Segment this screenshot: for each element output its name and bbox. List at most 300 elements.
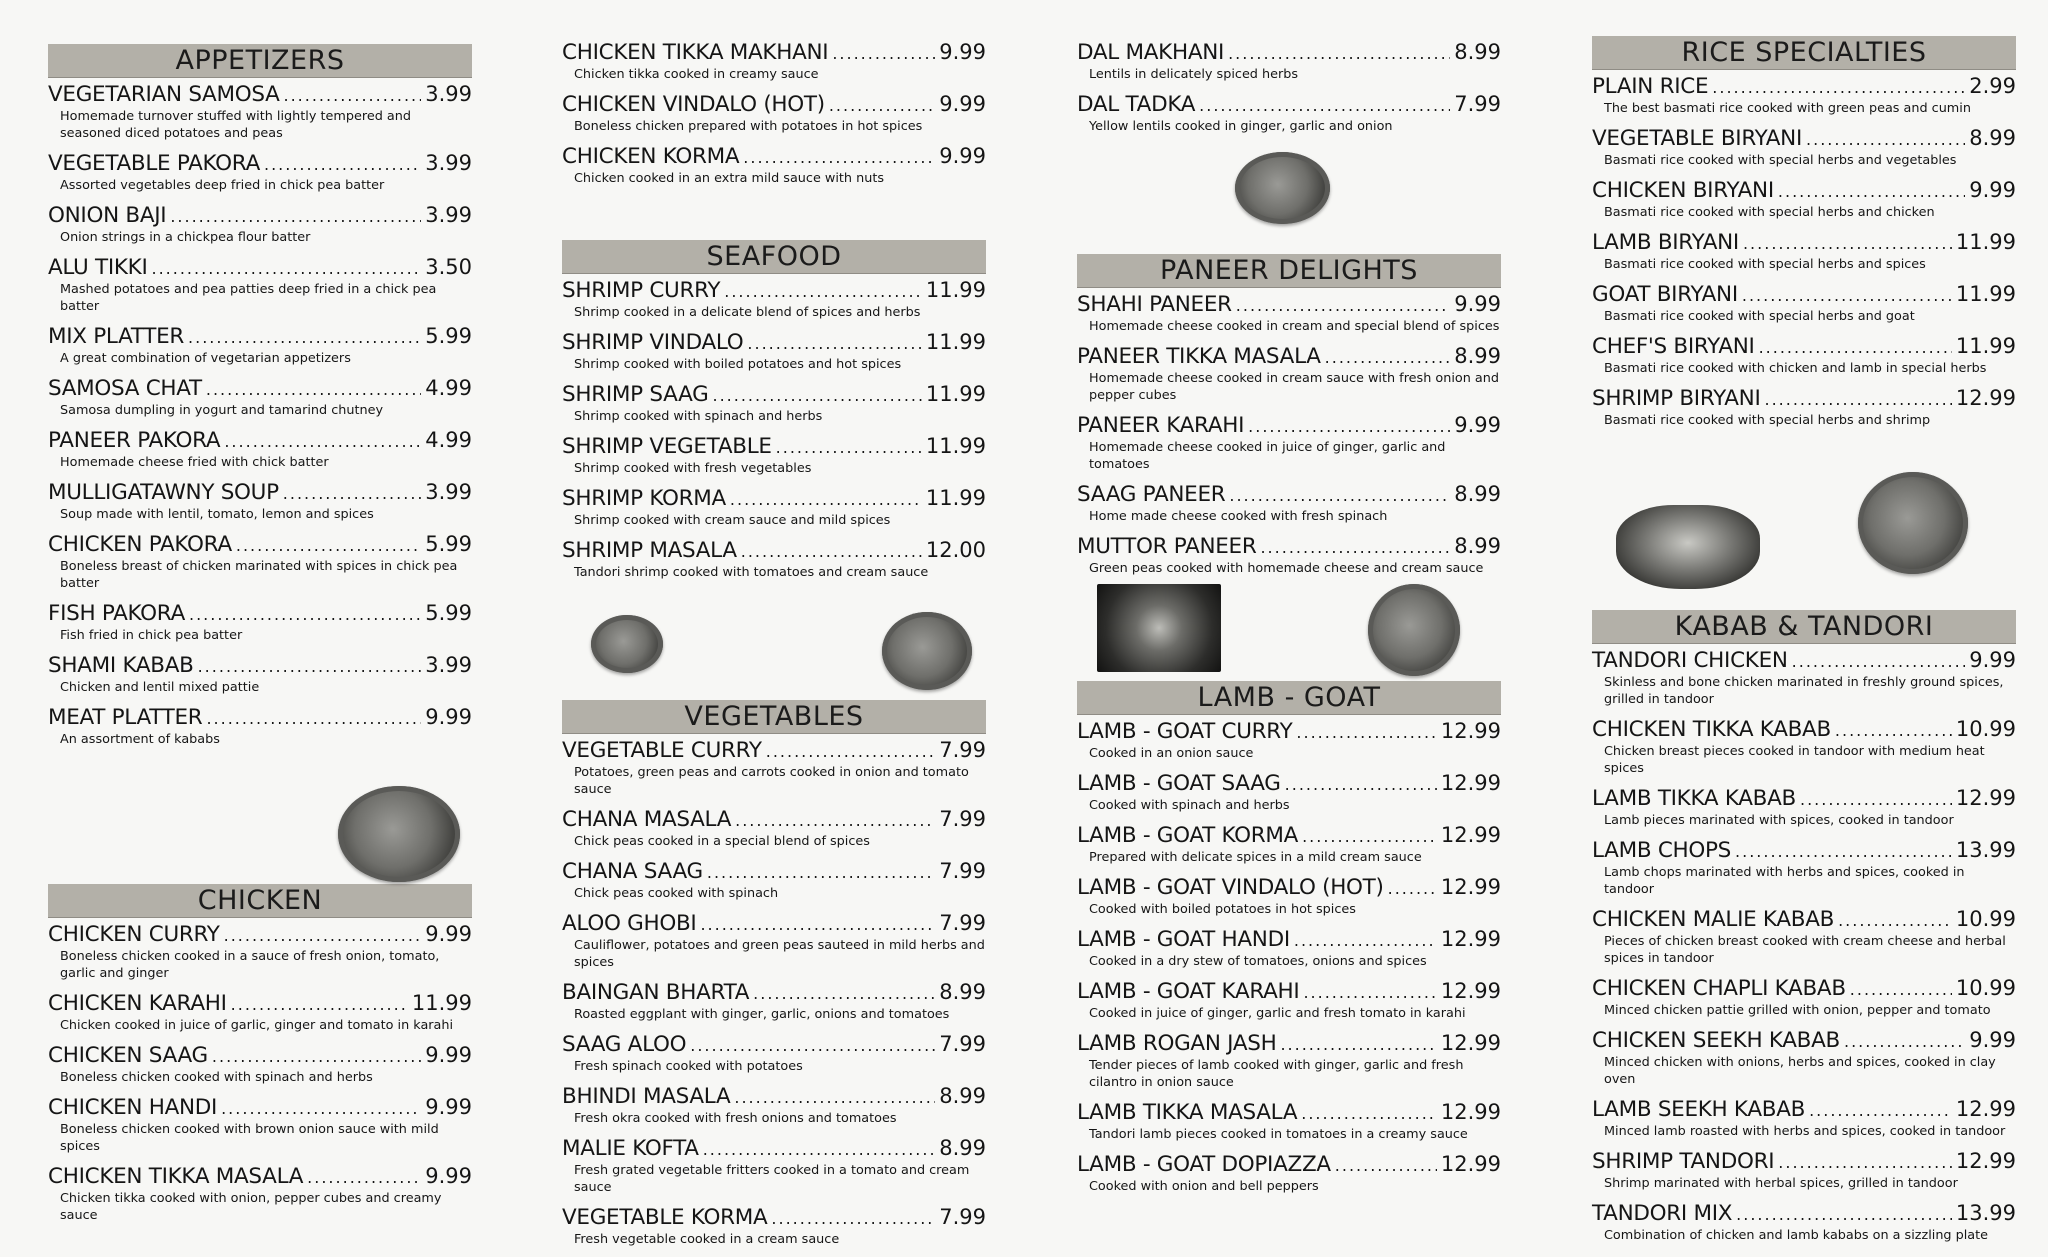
menu-section-vegetables	[562, 700, 986, 1257]
menu-item-price: 11.99	[925, 434, 986, 458]
menu-item-name: SHRIMP CURRY	[562, 278, 721, 303]
dot-leader	[1735, 842, 1952, 861]
menu-item-name: CHICKEN BIRYANI	[1592, 178, 1774, 203]
menu-item	[562, 382, 986, 425]
menu-item-name: CHICKEN TIKKA KABAB	[1592, 717, 1831, 742]
menu-item-name: MALIE KOFTA	[562, 1136, 699, 1161]
menu-item-price: 12.99	[1440, 1152, 1501, 1176]
menu-section-appetizers	[48, 44, 472, 757]
menu-item-name: BHINDI MASALA	[562, 1084, 731, 1109]
dot-leader	[221, 1099, 421, 1118]
dot-leader	[224, 926, 422, 945]
menu-item-row	[1592, 717, 2016, 742]
menu-item-description: The best basmati rice cooked with green peas and cumin	[1604, 101, 1971, 116]
menu-item	[1592, 1028, 2016, 1088]
menu-item-price: 9.99	[425, 705, 472, 729]
dot-leader	[1236, 296, 1450, 315]
menu-item-list	[562, 274, 986, 581]
menu-item-price: 12.99	[1955, 1097, 2016, 1121]
dot-leader	[1335, 1156, 1437, 1175]
menu-item	[48, 480, 472, 523]
menu-item-row	[48, 203, 472, 228]
menu-item-name: CHEF'S BIRYANI	[1592, 334, 1755, 359]
menu-item-name: LAMB - GOAT CURRY	[1077, 719, 1293, 744]
menu-item-row	[1592, 230, 2016, 255]
menu-item-row	[562, 1205, 986, 1230]
menu-item-row	[48, 151, 472, 176]
menu-item-name: MIX PLATTER	[48, 324, 185, 349]
menu-item-name: FISH PAKORA	[48, 601, 185, 626]
menu-item	[48, 151, 472, 194]
menu-item-name: CHICKEN HANDI	[48, 1095, 218, 1120]
menu-item-price: 12.99	[1955, 386, 2016, 410]
dot-leader	[198, 657, 422, 676]
dot-leader	[152, 259, 422, 278]
menu-item-name: LAMB - GOAT KORMA	[1077, 823, 1299, 848]
menu-item-price: 9.99	[425, 922, 472, 946]
menu-item-price: 11.99	[925, 278, 986, 302]
menu-item-description: Shrimp cooked in a delicate blend of spices and herbs	[574, 305, 921, 320]
menu-item-price: 10.99	[1955, 717, 2016, 741]
menu-item	[1592, 717, 2016, 777]
menu-item-row	[562, 859, 986, 884]
menu-item-description: An assortment of kababs	[60, 732, 220, 747]
menu-item-price: 9.99	[1969, 1028, 2016, 1052]
dot-leader	[713, 386, 922, 405]
menu-item-name: TANDORI MIX	[1592, 1201, 1733, 1226]
menu-item-name: SHRIMP BIRYANI	[1592, 386, 1761, 411]
menu-section-continued-2	[1077, 36, 1501, 144]
menu-item-description: Chicken tikka cooked in creamy sauce	[574, 67, 819, 82]
menu-item-row	[1077, 1152, 1501, 1177]
menu-item-price: 7.99	[939, 738, 986, 762]
menu-item-description: Yellow lentils cooked in ginger, garlic and onion	[1089, 119, 1393, 134]
menu-item-price: 9.99	[425, 1043, 472, 1067]
menu-item-name: VEGETABLE BIRYANI	[1592, 126, 1803, 151]
menu-item-price: 7.99	[1454, 92, 1501, 116]
menu-item-name: CHICKEN CHAPLI KABAB	[1592, 976, 1846, 1001]
menu-item	[48, 532, 472, 592]
menu-item-price: 13.99	[1955, 1201, 2016, 1225]
dot-leader	[1325, 348, 1451, 367]
menu-item-description: Fresh spinach cooked with potatoes	[574, 1059, 803, 1074]
menu-item-name: MEAT PLATTER	[48, 705, 203, 730]
menu-item-price: 11.99	[1955, 230, 2016, 254]
dot-leader	[1229, 486, 1450, 505]
dot-leader	[1228, 44, 1450, 63]
menu-item-row	[1592, 74, 2016, 99]
menu-item	[562, 434, 986, 477]
menu-item-name: VEGETABLE CURRY	[562, 738, 762, 763]
menu-item-description: Cooked with onion and bell peppers	[1089, 1179, 1319, 1194]
menu-item	[48, 1095, 472, 1155]
dot-leader	[1743, 234, 1952, 253]
menu-item-name: SHRIMP VEGETABLE	[562, 434, 772, 459]
menu-item	[48, 428, 472, 471]
menu-item-list	[48, 78, 472, 748]
menu-item-price: 12.99	[1440, 927, 1501, 951]
section-header: SEAFOOD	[562, 240, 986, 274]
dot-leader	[1280, 1035, 1436, 1054]
menu-item-row	[1592, 386, 2016, 411]
dot-leader	[1742, 286, 1952, 305]
dot-leader	[700, 915, 935, 934]
dot-leader	[735, 811, 935, 830]
menu-item-name: LAMB - GOAT KARAHI	[1077, 979, 1300, 1004]
menu-item-description: Chicken cooked in juice of garlic, ginger and tomato in karahi	[60, 1018, 454, 1033]
menu-item	[562, 859, 986, 902]
menu-item-description: Homemade cheese cooked in cream sauce with fresh onion and pepper cubes	[1089, 371, 1499, 403]
menu-item-price: 12.99	[1955, 786, 2016, 810]
menu-item-row	[1077, 1031, 1501, 1056]
menu-item-row	[562, 144, 986, 169]
menu-section-continued-1	[562, 36, 986, 196]
menu-item	[1077, 92, 1501, 135]
menu-item-description: A great combination of vegetarian appetizers	[60, 351, 351, 366]
dot-leader	[741, 542, 922, 561]
menu-item-list	[1077, 288, 1501, 577]
menu-item-description: Chick peas cooked with spinach	[574, 886, 779, 901]
menu-item-name: LAMB - GOAT HANDI	[1077, 927, 1290, 952]
menu-item-name: TANDORI CHICKEN	[1592, 648, 1788, 673]
menu-item	[1077, 482, 1501, 525]
menu-item-description: Shrimp cooked with cream sauce and mild spices	[574, 513, 891, 528]
menu-item-row	[1077, 344, 1501, 369]
menu-item-name: PANEER PAKORA	[48, 428, 221, 453]
menu-item-row	[1592, 126, 2016, 151]
menu-item-row	[1592, 1201, 2016, 1226]
menu-item-list	[48, 918, 472, 1224]
menu-section-seafood	[562, 240, 986, 590]
menu-item-price: 9.99	[1969, 178, 2016, 202]
menu-item-row	[562, 980, 986, 1005]
menu-item-description: Chicken and lentil mixed pattie	[60, 680, 260, 695]
menu-item-price: 12.99	[1440, 979, 1501, 1003]
dot-leader	[690, 1036, 935, 1055]
dot-leader	[1712, 78, 1965, 97]
food-photo-curry-bowl	[338, 786, 460, 882]
menu-item-price: 9.99	[1969, 648, 2016, 672]
food-photo-saag-bowl	[1368, 584, 1460, 676]
menu-item-price: 11.99	[925, 382, 986, 406]
menu-item-row	[1592, 1028, 2016, 1053]
dot-leader	[703, 1140, 936, 1159]
menu-item	[1077, 927, 1501, 970]
menu-item-name: SHRIMP VINDALO	[562, 330, 744, 355]
dot-leader	[231, 995, 408, 1014]
menu-item-name: SAMOSA CHAT	[48, 376, 202, 401]
menu-item-row	[1077, 534, 1501, 559]
dot-leader	[743, 148, 935, 167]
menu-item-row	[562, 807, 986, 832]
menu-item-row	[48, 376, 472, 401]
menu-item-description: Boneless chicken cooked in a sauce of fresh onion, tomato, garlic and ginger	[60, 949, 440, 981]
menu-item-row	[48, 82, 472, 107]
menu-item-price: 12.00	[925, 538, 986, 562]
menu-item	[1592, 648, 2016, 708]
menu-item-description: Onion strings in a chickpea flour batter	[60, 230, 311, 245]
menu-item-price: 9.99	[1454, 413, 1501, 437]
menu-item	[48, 255, 472, 315]
menu-item	[1077, 1031, 1501, 1091]
menu-item-description: Boneless chicken cooked with brown onion sauce with mild spices	[60, 1122, 439, 1154]
menu-item-name: SHRIMP MASALA	[562, 538, 737, 563]
menu-item	[1077, 1100, 1501, 1143]
menu-item-name: SAAG PANEER	[1077, 482, 1226, 507]
menu-item-name: CHICKEN KARAHI	[48, 991, 227, 1016]
menu-item-name: CHICKEN MALIE KABAB	[1592, 907, 1835, 932]
menu-item	[48, 324, 472, 367]
menu-item-description: Boneless chicken prepared with potatoes in hot spices	[574, 119, 923, 134]
menu-item-row	[1592, 648, 2016, 673]
menu-item	[562, 330, 986, 373]
menu-item-row	[562, 1136, 986, 1161]
menu-item-row	[562, 92, 986, 117]
menu-item-name: DAL MAKHANI	[1077, 40, 1225, 65]
menu-item	[1592, 976, 2016, 1019]
food-photo-sizzling-platter	[1616, 505, 1760, 589]
menu-item-row	[1077, 719, 1501, 744]
dot-leader	[1199, 96, 1450, 115]
menu-item-name: MULLIGATAWNY SOUP	[48, 480, 279, 505]
menu-item-name: MUTTOR PANEER	[1077, 534, 1257, 559]
menu-item-row	[562, 40, 986, 65]
menu-item-row	[1077, 875, 1501, 900]
dot-leader	[283, 484, 421, 503]
menu-item-name: LAMB SEEKH KABAB	[1592, 1097, 1806, 1122]
dot-leader	[1778, 182, 1965, 201]
menu-item-name: LAMB TIKKA MASALA	[1077, 1100, 1298, 1125]
menu-item	[562, 911, 986, 971]
menu-item	[562, 144, 986, 187]
menu-item-row	[1077, 92, 1501, 117]
food-photo-paneer-plate	[1097, 584, 1221, 672]
menu-item-row	[1077, 482, 1501, 507]
menu-item	[562, 538, 986, 581]
menu-item-row	[1077, 771, 1501, 796]
menu-section-rice-specialties	[1592, 36, 2016, 438]
menu-item-description: Homemade cheese cooked in cream and special blend of spices	[1089, 319, 1500, 334]
food-photo-rice-bowl	[1858, 472, 1968, 574]
menu-item-row	[48, 428, 472, 453]
dot-leader	[734, 1088, 935, 1107]
menu-item	[1077, 823, 1501, 866]
menu-item-price: 3.50	[425, 255, 472, 279]
menu-item-price: 12.99	[1440, 1031, 1501, 1055]
menu-item-row	[48, 255, 472, 280]
menu-item-price: 10.99	[1955, 907, 2016, 931]
menu-item	[48, 82, 472, 142]
menu-item-description: Lentils in delicately spiced herbs	[1089, 67, 1299, 82]
menu-item-price: 13.99	[1955, 838, 2016, 862]
menu-item-price: 9.99	[425, 1095, 472, 1119]
menu-item-row	[562, 1032, 986, 1057]
menu-item-name: CHICKEN CURRY	[48, 922, 220, 947]
dot-leader	[1296, 723, 1436, 742]
dot-leader	[1765, 390, 1952, 409]
menu-item-name: CHANA SAAG	[562, 859, 703, 884]
menu-item-price: 8.99	[1454, 344, 1501, 368]
menu-item-price: 3.99	[425, 82, 472, 106]
dot-leader	[766, 742, 935, 761]
dot-leader	[170, 207, 421, 226]
menu-item	[1077, 979, 1501, 1022]
dot-leader	[1835, 721, 1952, 740]
menu-item-row	[48, 324, 472, 349]
menu-item-row	[1592, 976, 2016, 1001]
menu-item-name: CHANA MASALA	[562, 807, 732, 832]
menu-item-row	[1077, 1100, 1501, 1125]
menu-item-name: SHAHI PANEER	[1077, 292, 1232, 317]
menu-item	[562, 1032, 986, 1075]
menu-item-price: 3.99	[425, 480, 472, 504]
menu-item-row	[1077, 40, 1501, 65]
menu-item	[562, 738, 986, 798]
food-photo-bowl-right	[882, 612, 972, 690]
menu-item-row	[1592, 282, 2016, 307]
menu-item-price: 12.99	[1440, 771, 1501, 795]
menu-item-price: 2.99	[1969, 74, 2016, 98]
menu-item-price: 9.99	[425, 1164, 472, 1188]
menu-item-description: Basmati rice cooked with special herbs and shrimp	[1604, 413, 1931, 428]
menu-item-row	[1592, 334, 2016, 359]
dot-leader	[771, 1209, 935, 1228]
dot-leader	[1260, 538, 1450, 557]
menu-item	[48, 601, 472, 644]
menu-item-price: 3.99	[425, 151, 472, 175]
menu-item-row	[48, 1164, 472, 1189]
menu-item-list	[1077, 36, 1501, 135]
section-header: LAMB - GOAT	[1077, 681, 1501, 715]
menu-section-chicken	[48, 884, 472, 1233]
menu-item	[1592, 1149, 2016, 1192]
dot-leader	[753, 984, 935, 1003]
menu-item	[1592, 786, 2016, 829]
menu-item-description: Tandori shrimp cooked with tomatoes and cream sauce	[574, 565, 929, 580]
menu-item-name: VEGETARIAN SAMOSA	[48, 82, 280, 107]
menu-item	[1592, 126, 2016, 169]
menu-item-list	[562, 734, 986, 1248]
menu-item-row	[1592, 838, 2016, 863]
menu-item	[1077, 771, 1501, 814]
menu-item-description: Tandori lamb pieces cooked in tomatoes in a creamy sauce	[1089, 1127, 1468, 1142]
dot-leader	[224, 432, 421, 451]
menu-item	[1592, 1201, 2016, 1244]
menu-item-description: Chick peas cooked in a special blend of spices	[574, 834, 870, 849]
menu-item-row	[562, 382, 986, 407]
menu-item	[1077, 875, 1501, 918]
food-photo-dal-bowl	[1235, 152, 1330, 224]
section-header: RICE SPECIALTIES	[1592, 36, 2016, 70]
menu-item-description: Shrimp marinated with herbal spices, grilled in tandoor	[1604, 1176, 1958, 1191]
menu-item-name: GOAT BIRYANI	[1592, 282, 1738, 307]
menu-item-description: Shrimp cooked with spinach and herbs	[574, 409, 823, 424]
menu-item-description: Cooked in a dry stew of tomatoes, onions and spices	[1089, 954, 1427, 969]
menu-item	[1592, 230, 2016, 273]
menu-item-name: CHICKEN SAAG	[48, 1043, 208, 1068]
menu-item-description: Shrimp cooked with fresh vegetables	[574, 461, 812, 476]
dot-leader	[747, 334, 921, 353]
menu-item-price: 7.99	[939, 807, 986, 831]
menu-item-name: LAMB - GOAT VINDALO (HOT)	[1077, 875, 1384, 900]
menu-item-list	[1077, 715, 1501, 1195]
menu-item-price: 10.99	[1955, 976, 2016, 1000]
menu-item-name: VEGETABLE PAKORA	[48, 151, 260, 176]
menu-item	[48, 1164, 472, 1224]
food-photo-small-bowl	[591, 615, 663, 673]
menu-item-name: BAINGAN BHARTA	[562, 980, 750, 1005]
menu-item-row	[562, 538, 986, 563]
menu-item-price: 9.99	[939, 144, 986, 168]
menu-item-description: Boneless breast of chicken marinated with spices in chick pea batter	[60, 559, 458, 591]
menu-item-price: 12.99	[1440, 1100, 1501, 1124]
menu-item-description: Basmati rice cooked with chicken and lamb in special herbs	[1604, 361, 1987, 376]
section-header: VEGETABLES	[562, 700, 986, 734]
menu-item-name: ALU TIKKI	[48, 255, 148, 280]
menu-item-description: Chicken tikka cooked with onion, pepper cubes and creamy sauce	[60, 1191, 442, 1223]
menu-item	[48, 1043, 472, 1086]
menu-item-name: LAMB TIKKA KABAB	[1592, 786, 1796, 811]
menu-item-price: 8.99	[1454, 534, 1501, 558]
dot-leader	[189, 605, 421, 624]
menu-item	[562, 807, 986, 850]
menu-item	[562, 1136, 986, 1196]
dot-leader	[284, 86, 422, 105]
menu-item-price: 7.99	[939, 911, 986, 935]
menu-item	[1592, 178, 2016, 221]
menu-item-description: Fresh vegetable cooked in a cream sauce	[574, 1232, 840, 1247]
dot-leader	[1736, 1205, 1952, 1224]
menu-item-row	[562, 278, 986, 303]
menu-item-description: Basmati rice cooked with special herbs and goat	[1604, 309, 1915, 324]
menu-item	[1592, 838, 2016, 898]
menu-item-description: Samosa dumpling in yogurt and tamarind chutney	[60, 403, 384, 418]
menu-item	[1592, 74, 2016, 117]
menu-item-description: Roasted eggplant with ginger, garlic, onions and tomatoes	[574, 1007, 950, 1022]
menu-section-lamb-goat	[1077, 681, 1501, 1204]
menu-item-list	[562, 36, 986, 187]
dot-leader	[206, 709, 421, 728]
menu-item-description: Basmati rice cooked with special herbs and chicken	[1604, 205, 1935, 220]
menu-item-price: 8.99	[1454, 40, 1501, 64]
dot-leader	[707, 863, 935, 882]
menu-item-description: Fish fried in chick pea batter	[60, 628, 243, 643]
dot-leader	[1301, 1104, 1437, 1123]
dot-leader	[1285, 775, 1437, 794]
menu-item-description: Boneless chicken cooked with spinach and herbs	[60, 1070, 373, 1085]
menu-item-price: 8.99	[939, 1136, 986, 1160]
menu-item-price: 11.99	[411, 991, 472, 1015]
menu-item	[48, 705, 472, 748]
menu-item	[562, 40, 986, 83]
menu-item-name: PANEER KARAHI	[1077, 413, 1245, 438]
section-header: PANEER DELIGHTS	[1077, 254, 1501, 288]
menu-item-list	[1592, 70, 2016, 429]
menu-item-name: VEGETABLE KORMA	[562, 1205, 768, 1230]
menu-item	[48, 203, 472, 246]
menu-item-description: Soup made with lentil, tomato, lemon and spices	[60, 507, 374, 522]
menu-item-price: 9.99	[1454, 292, 1501, 316]
menu-item-row	[1077, 413, 1501, 438]
menu-section-paneer-delights	[1077, 254, 1501, 586]
menu-item-description: Green peas cooked with homemade cheese and cream sauce	[1089, 561, 1484, 576]
menu-item-description: Minced lamb roasted with herbs and spices, cooked in tandoor	[1604, 1124, 2006, 1139]
menu-item-price: 9.99	[939, 92, 986, 116]
menu-item-row	[562, 330, 986, 355]
menu-item	[1077, 1152, 1501, 1195]
menu-item-description: Lamb chops marinated with herbs and spices, cooked in tandoor	[1604, 865, 1965, 897]
menu-item-description: Home made cheese cooked with fresh spinach	[1089, 509, 1388, 524]
